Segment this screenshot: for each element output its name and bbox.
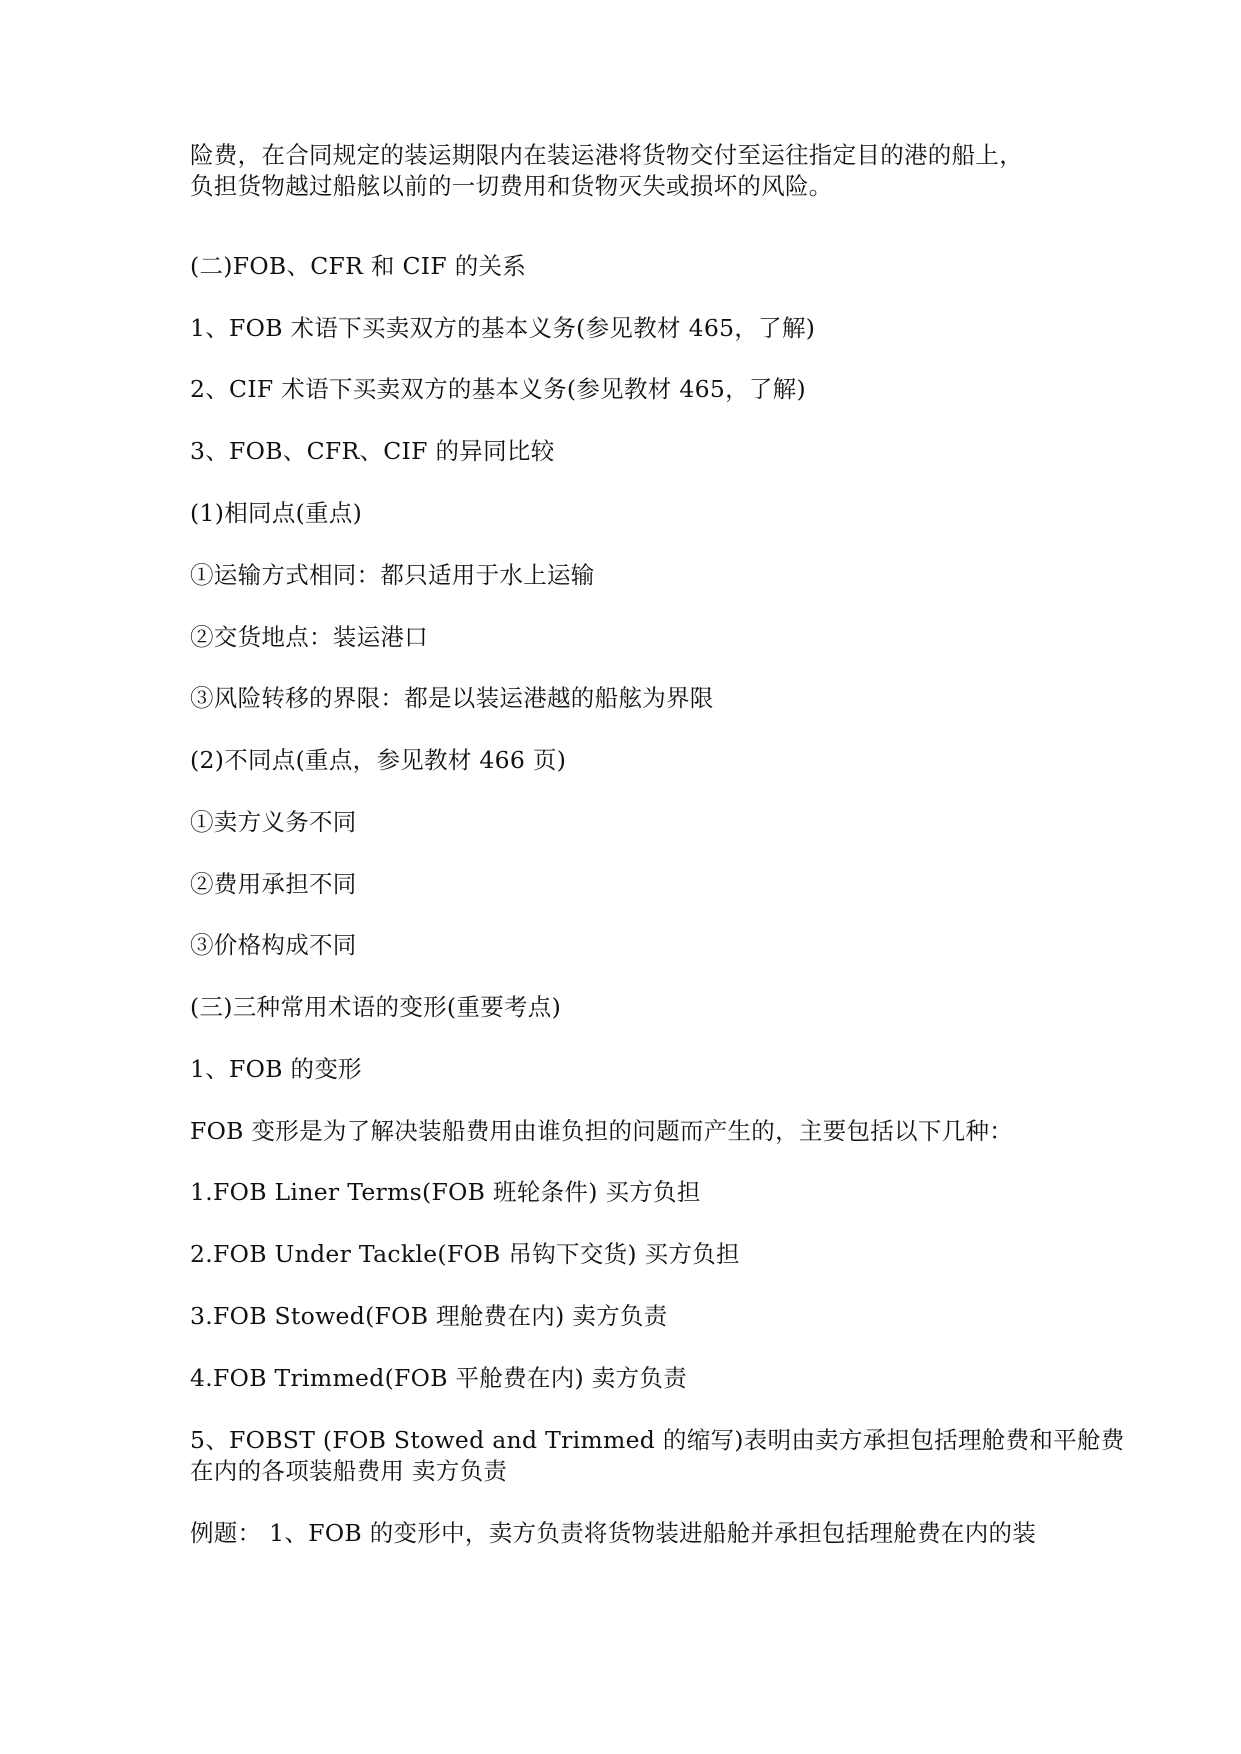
text-line: 3、FOB、CFR、CIF 的异同比较 bbox=[190, 437, 555, 465]
list-item: ③价格构成不同 bbox=[190, 931, 357, 959]
subsection-heading: (2)不同点(重点，参见教材 466 页) bbox=[190, 746, 567, 774]
list-item: ②费用承担不同 bbox=[190, 870, 357, 898]
list-item: ①卖方义务不同 bbox=[190, 808, 357, 836]
list-item: ②交货地点：装运港口 bbox=[190, 623, 428, 651]
text-line: 负担货物越过船舷以前的一切费用和货物灭失或损坏的风险。 bbox=[190, 172, 833, 200]
example-line: 例题： 1、FOB 的变形中，卖方负责将货物装进船舱并承担包括理舱费在内的装 bbox=[190, 1519, 1037, 1547]
list-item: ①运输方式相同：都只适用于水上运输 bbox=[190, 561, 595, 589]
text-line: 1、FOB 的变形 bbox=[190, 1055, 362, 1083]
text-line: 2、CIF 术语下买卖双方的基本义务(参见教材 465，了解) bbox=[190, 375, 806, 403]
list-item: ③风险转移的界限：都是以装运港越的船舷为界限 bbox=[190, 684, 714, 712]
list-item: 5、FOBST (FOB Stowed and Trimmed 的缩写)表明由卖方承担包括理舱费和平舱费 bbox=[190, 1426, 1125, 1454]
list-item: 2.FOB Under Tackle(FOB 吊钩下交货) 买方负担 bbox=[190, 1240, 740, 1268]
list-item: 1.FOB Liner Terms(FOB 班轮条件) 买方负担 bbox=[190, 1178, 701, 1206]
list-item: 在内的各项装船费用 卖方负责 bbox=[190, 1457, 508, 1485]
text-line: 1、FOB 术语下买卖双方的基本义务(参见教材 465，了解) bbox=[190, 314, 816, 342]
subsection-heading: (1)相同点(重点) bbox=[190, 499, 363, 527]
section-heading: (三)三种常用术语的变形(重要考点) bbox=[190, 993, 562, 1021]
section-heading: (二)FOB、CFR 和 CIF 的关系 bbox=[190, 252, 527, 280]
list-item: 4.FOB Trimmed(FOB 平舱费在内) 卖方负责 bbox=[190, 1364, 687, 1392]
text-line: 险费，在合同规定的装运期限内在装运港将货物交付至运往指定目的港的船上， bbox=[190, 141, 1023, 169]
text-line: FOB 变形是为了解决装船费用由谁负担的问题而产生的，主要包括以下几种： bbox=[190, 1117, 1014, 1145]
list-item: 3.FOB Stowed(FOB 理舱费在内) 卖方负责 bbox=[190, 1302, 668, 1330]
